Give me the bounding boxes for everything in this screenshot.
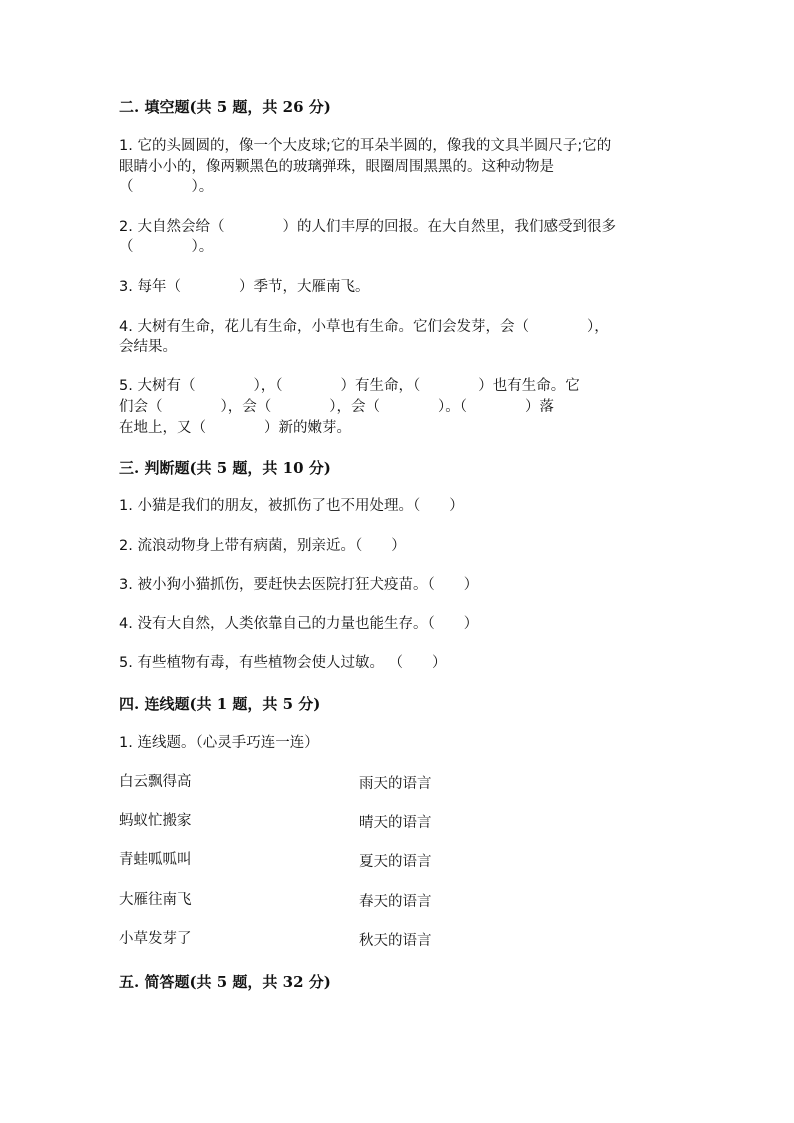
section-heading-short: 五. 简答题(共 5 题，共 32 分) — [119, 973, 331, 991]
judge-item: 4. 没有大自然，人类依靠自己的力量也能生存。（ ） — [119, 616, 479, 632]
match-right-item: 晴天的语言 — [359, 815, 432, 831]
match-left-item: 大雁往南飞 — [119, 892, 192, 908]
match-left-item: 白云飘得高 — [119, 774, 192, 790]
match-right-item: 秋天的语言 — [359, 933, 432, 949]
match-right-item: 春天的语言 — [359, 894, 432, 910]
match-left-item: 青蛙呱呱叫 — [119, 852, 192, 868]
question-line: 会结果。 — [119, 339, 177, 355]
question-line: 4. 大树有生命，花儿有生命，小草也有生命。它们会发芽，会（ ）， — [119, 319, 609, 335]
judge-item: 2. 流浪动物身上带有病菌，别亲近。（ ） — [119, 538, 406, 554]
match-right-item: 夏天的语言 — [359, 854, 432, 870]
match-left-item: 蚂蚁忙搬家 — [119, 813, 192, 829]
question-line: 3. 每年（ ）季节，大雁南飞。 — [119, 279, 370, 295]
section-heading-match: 四. 连线题(共 1 题，共 5 分) — [119, 695, 321, 713]
match-right-item: 雨天的语言 — [359, 776, 432, 792]
match-prompt: 1. 连线题。（心灵手巧连一连） — [119, 735, 319, 751]
question-line: 2. 大自然会给（ ）的人们丰厚的回报。在大自然里，我们感受到很多 — [119, 219, 616, 235]
question-line: （ ）。 — [119, 179, 214, 195]
question-line: （ ）。 — [119, 239, 214, 255]
question-line: 在地上，又（ ）新的嫩芽。 — [119, 420, 351, 436]
match-left-item: 小草发芽了 — [119, 931, 192, 947]
judge-item: 3. 被小狗小猫抓伤，要赶快去医院打狂犬疫苗。（ ） — [119, 577, 479, 593]
section-heading-fill: 二. 填空题(共 5 题，共 26 分) — [119, 98, 331, 116]
judge-item: 5. 有些植物有毒，有些植物会使人过敏。 （ ） — [119, 655, 447, 671]
question-line: 们会（ ），会（ ），会（ ）。（ ）落 — [119, 399, 554, 415]
question-line: 1. 它的头圆圆的，像一个大皮球;它的耳朵半圆的，像我的文具半圆尺子;它的 — [119, 138, 612, 154]
question-line: 眼睛小小的，像两颗黑色的玻璃弹珠，眼圈周围黑黑的。这种动物是 — [119, 159, 554, 175]
section-heading-judge: 三. 判断题(共 5 题，共 10 分) — [119, 459, 331, 477]
question-line: 5. 大树有（ ），（ ）有生命，（ ）也有生命。它 — [119, 378, 580, 394]
judge-item: 1. 小猫是我们的朋友，被抓伤了也不用处理。（ ） — [119, 498, 464, 514]
